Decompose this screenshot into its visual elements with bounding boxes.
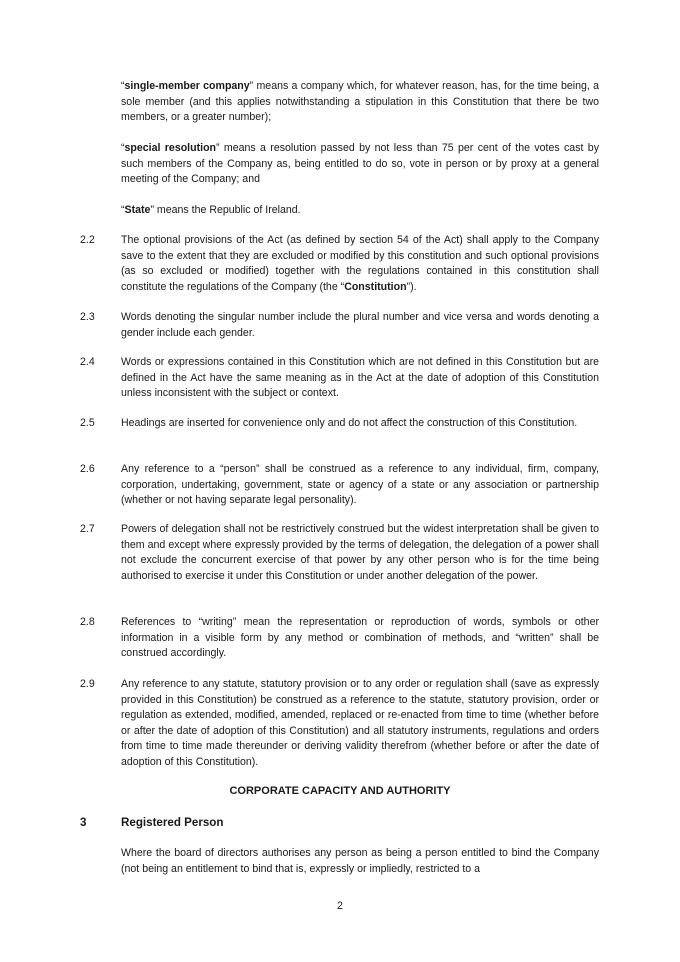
defined-term: State bbox=[124, 204, 151, 216]
clause-2-2-text bbox=[121, 233, 599, 295]
definition-text: means a resolution passed by not less than 75 per cent of the votes cast by such members of the Company as, being entitled to do so, vote in person or by proxy at a general meeting of the Company; and bbox=[121, 142, 599, 186]
clause-number: 2.4 bbox=[80, 356, 95, 368]
clause-text-part: The optional provisions of the Act (as defined by section 54 of the Act) shall apply to the Company save to the extent that they are excluded or modified by this constitution and such optional provisions (as so excluded or modified) together with the regulations contained in this constitution shall constitute the regulations of the Company (the “ bbox=[121, 234, 599, 293]
section-3-text: Where the board of directors authorises any person as being a person entitled to bind the Company (not being an entitlement to bind that is, expressly or impliedly, restricted to a bbox=[121, 847, 599, 875]
clause-number: 2.5 bbox=[80, 417, 95, 429]
definition-special-resolution: “special resolution” means a resolution passed by not less than 75 per cent of the votes cast by such members of the Company as, being entitled to do so, vote in person or by proxy at a general meeting of the Company; and bbox=[121, 142, 599, 186]
clause-2-9-text: Any reference to any statute, statutory provision or to any order or regulation shall (save as expressly provided in this Constitution) be construed as a reference to the statute, statutory provision, order or regulation as extended, modified, amended, replaced or re-enacted from time to time (whether before or after the date of adoption of this Constitution) and all statutory instruments, regulations and orders from time to time made thereunder or deriving validity therefrom (whether before or after the date of adoption of this Constitution). bbox=[121, 678, 599, 768]
defined-term: Constitution bbox=[344, 280, 407, 293]
clause-number: 2.9 bbox=[80, 678, 95, 690]
clause-2-3-text: Words denoting the singular number include the plural number and vice versa and words denoting a gender include each gender. bbox=[121, 311, 599, 339]
clause-number: 2.2 bbox=[80, 234, 95, 246]
clause-2-7-text: Powers of delegation shall not be restrictively construed but the widest interpretation shall be given to them and except where expressly provided by the terms of delegation, the delegation of a power shall not exclude the concurrent exercise of that power by any other person who is for the time being authorised to exercise it under this Constitution or under another delegation of the power. bbox=[121, 523, 599, 582]
clause-2-8-text: References to “writing” mean the representation or reproduction of words, symbols or other information in a visible form by any method or combination of methods, and “written” shall be construed accordingly. bbox=[121, 616, 599, 660]
defined-term: special resolution bbox=[124, 142, 217, 154]
definition-text: means a company which, for whatever reason, has, for the time being, a sole member (and this applies notwithstanding a stipulation in this Constitution that there be two members, or a greater number); bbox=[121, 80, 599, 124]
clause-2-4-text: Words or expressions contained in this Constitution which are not defined in this Constitution but are defined in the Act have the same meaning as in the Act at the date of adoption of this Constitution unless inconsistent with the subject or context. bbox=[121, 356, 599, 400]
page-number: 2 bbox=[337, 900, 343, 912]
definition-state: “State” means the Republic of Ireland. bbox=[121, 204, 301, 216]
clause-number: 2.3 bbox=[80, 311, 95, 323]
section-number: 3 bbox=[80, 816, 87, 829]
section-title: Registered Person bbox=[121, 816, 224, 829]
clause-number: 2.6 bbox=[80, 463, 95, 475]
clause-text-part: ”). bbox=[406, 280, 417, 293]
clause-2-5-text: Headings are inserted for convenience only and do not affect the construction of this Constitution. bbox=[121, 417, 578, 429]
defined-term: single-member company bbox=[124, 80, 250, 92]
definition-single-member-company: “single-member company” means a company which, for whatever reason, has, for the time being, a sole member (and this applies notwithstanding a stipulation in this Constitution that there be two members, or a greater number); bbox=[121, 80, 599, 124]
clause-2-6-text: Any reference to a “person” shall be construed as a reference to any individual, firm, company, corporation, undertaking, government, state or agency of a state or any association or partnership (whether or not having separate legal personality). bbox=[121, 463, 599, 507]
definition-text: means the Republic of Ireland. bbox=[153, 204, 301, 216]
part-heading: CORPORATE CAPACITY AND AUTHORITY bbox=[229, 785, 451, 797]
clause-number: 2.7 bbox=[80, 523, 95, 535]
clause-number: 2.8 bbox=[80, 616, 95, 628]
